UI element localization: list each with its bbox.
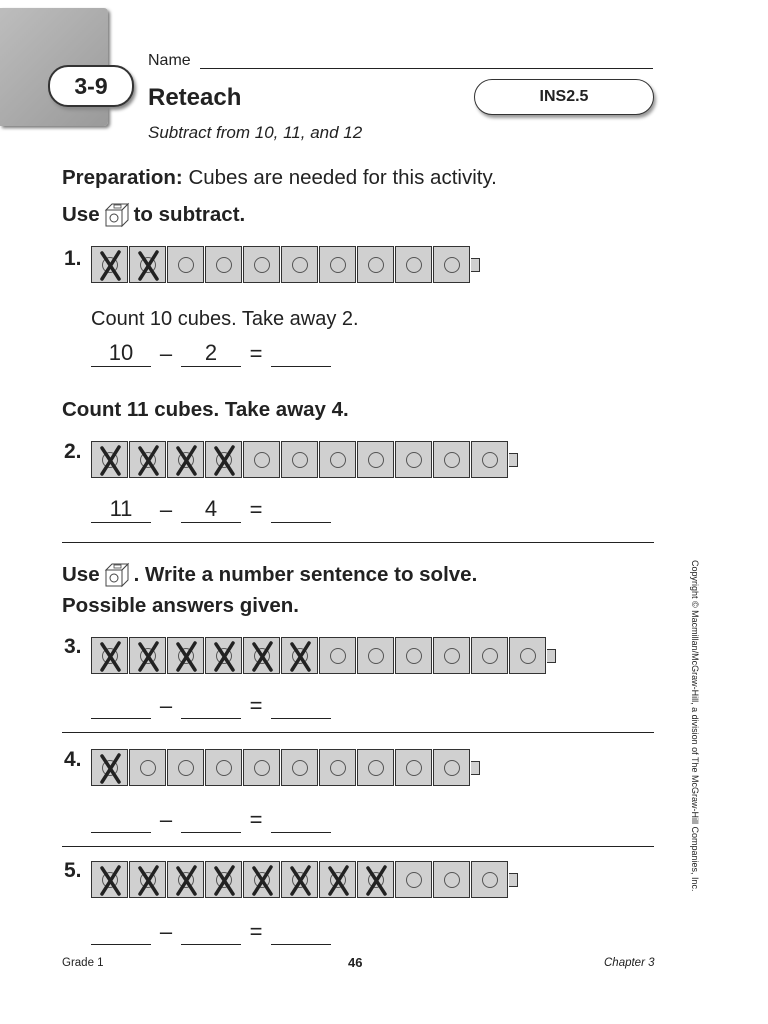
cube-circle — [482, 872, 498, 888]
cube-crossed — [167, 637, 204, 674]
cube-circle — [292, 452, 308, 468]
cube — [471, 441, 508, 478]
cube-circle — [292, 760, 308, 776]
cube-circle — [520, 648, 536, 664]
cross-out-mark — [206, 862, 243, 899]
cube-circle — [216, 760, 232, 776]
problem4-equation — [91, 806, 331, 833]
problem3-cube-train — [91, 637, 556, 674]
cube — [471, 861, 508, 898]
problem-divider — [62, 846, 654, 847]
cube-circle — [406, 452, 422, 468]
cube — [395, 637, 432, 674]
cube-crossed — [91, 246, 128, 283]
cube-circle — [368, 760, 384, 776]
cube — [357, 441, 394, 478]
cube-crossed — [91, 441, 128, 478]
cube — [243, 246, 280, 283]
cube — [167, 246, 204, 283]
subtrahend-blank[interactable]: 2 — [181, 340, 241, 367]
cube-crossed — [167, 861, 204, 898]
cube-crossed — [129, 861, 166, 898]
cross-out-mark — [92, 442, 129, 479]
cube — [281, 246, 318, 283]
subtrahend-blank[interactable] — [181, 806, 241, 833]
problem5-cube-train — [91, 861, 518, 898]
section1-instruction-text: to subtract. — [133, 203, 246, 226]
problem4-cube-train — [91, 749, 480, 786]
cube-circle — [292, 257, 308, 273]
cross-out-mark — [92, 862, 129, 899]
cube-circle — [178, 257, 194, 273]
minus-sign: – — [159, 693, 173, 718]
minuend-blank[interactable]: 10 — [91, 340, 151, 367]
copyright-text: Copyright © Macmillan/McGraw-Hill, a division of The McGraw-Hill Companies, Inc. — [690, 560, 700, 892]
preparation-label: Preparation: — [62, 166, 183, 189]
problem1-instruction: Count 10 cubes. Take away 2. — [91, 308, 359, 330]
cube-crossed — [91, 637, 128, 674]
cube-crossed — [91, 749, 128, 786]
cube — [395, 861, 432, 898]
minus-sign: – — [159, 919, 173, 944]
answer-blank[interactable] — [271, 496, 331, 523]
cube — [281, 441, 318, 478]
cross-out-mark — [130, 862, 167, 899]
problem5-equation — [91, 918, 331, 945]
cube-circle — [368, 257, 384, 273]
cube-circle — [330, 452, 346, 468]
cube-circle — [444, 872, 460, 888]
cube — [433, 749, 470, 786]
cross-out-mark — [358, 862, 395, 899]
preparation-body: Cubes are needed for this activity. — [182, 166, 497, 189]
cube-circle — [444, 648, 460, 664]
cube-crossed — [129, 637, 166, 674]
cross-out-mark — [282, 862, 319, 899]
section2-note: Possible answers given. — [62, 594, 299, 617]
footer-chapter: Chapter 3 — [604, 957, 655, 969]
cube-crossed — [205, 861, 242, 898]
cross-out-mark — [168, 442, 205, 479]
problem1-cube-train — [91, 246, 480, 283]
cube-icon — [102, 560, 132, 590]
page-title: Reteach — [148, 84, 242, 111]
problem2-number: 2. — [64, 440, 82, 463]
name-line[interactable] — [200, 68, 653, 69]
cube — [433, 441, 470, 478]
cube-crossed — [319, 861, 356, 898]
cube — [395, 441, 432, 478]
cube-crossed — [205, 441, 242, 478]
cube — [471, 637, 508, 674]
equals-sign: = — [249, 807, 263, 832]
cross-out-mark — [130, 442, 167, 479]
page-number: 46 — [348, 955, 363, 970]
cube — [205, 246, 242, 283]
cross-out-mark — [320, 862, 357, 899]
cross-out-mark — [168, 638, 205, 675]
cube-circle — [140, 760, 156, 776]
cube-circle — [406, 257, 422, 273]
cube — [319, 637, 356, 674]
cube — [395, 749, 432, 786]
minuend-blank[interactable] — [91, 806, 151, 833]
cube — [319, 749, 356, 786]
cube — [357, 246, 394, 283]
problem-divider — [62, 732, 654, 733]
cube — [433, 861, 470, 898]
equals-sign: = — [249, 919, 263, 944]
problem2-equation — [91, 496, 331, 523]
cube-crossed — [129, 246, 166, 283]
problem2-instruction: Count 11 cubes. Take away 4. — [62, 398, 349, 421]
cross-out-mark — [92, 750, 129, 787]
section1-instruction — [62, 200, 245, 230]
preparation-text — [62, 166, 497, 190]
subtrahend-blank[interactable]: 4 — [181, 496, 241, 523]
cube-circle — [254, 760, 270, 776]
cube — [433, 246, 470, 283]
problem3-equation — [91, 692, 331, 719]
cube-circle — [368, 648, 384, 664]
cube — [395, 246, 432, 283]
cube-circle — [444, 452, 460, 468]
problem3-number: 3. — [64, 635, 82, 658]
equals-sign: = — [249, 497, 263, 522]
minus-sign: – — [159, 807, 173, 832]
cube-icon — [102, 200, 132, 230]
cross-out-mark — [206, 638, 243, 675]
cube-crossed — [281, 637, 318, 674]
cube-circle — [254, 257, 270, 273]
answer-blank[interactable] — [271, 692, 331, 719]
cube-circle — [406, 648, 422, 664]
equals-sign: = — [249, 693, 263, 718]
cross-out-mark — [244, 638, 281, 675]
cube-crossed — [91, 861, 128, 898]
cube-crossed — [167, 441, 204, 478]
page-subtitle: Subtract from 10, 11, and 12 — [148, 123, 363, 142]
cube — [319, 441, 356, 478]
cube-connector — [509, 453, 518, 467]
section2-instruction — [62, 560, 477, 590]
cube-circle — [444, 760, 460, 776]
cube — [357, 637, 394, 674]
problem1-equation — [91, 340, 331, 367]
cube-circle — [254, 452, 270, 468]
cube — [319, 246, 356, 283]
cube-circle — [406, 872, 422, 888]
cube — [357, 749, 394, 786]
problem5-number: 5. — [64, 859, 82, 882]
cube-circle — [368, 452, 384, 468]
cube-connector — [471, 761, 480, 775]
cross-out-mark — [92, 638, 129, 675]
cube-crossed — [129, 441, 166, 478]
name-label: Name — [148, 52, 191, 69]
cross-out-mark — [130, 247, 167, 284]
cube-circle — [330, 760, 346, 776]
cube — [243, 441, 280, 478]
cube-crossed — [281, 861, 318, 898]
cube — [129, 749, 166, 786]
cube-circle — [482, 648, 498, 664]
cube — [281, 749, 318, 786]
cube — [205, 749, 242, 786]
subtrahend-blank[interactable] — [181, 692, 241, 719]
cube-crossed — [205, 637, 242, 674]
cross-out-mark — [244, 862, 281, 899]
cross-out-mark — [168, 862, 205, 899]
section2-instruction-text: . Write a number sentence to solve. — [133, 563, 478, 586]
cube-connector — [471, 258, 480, 272]
standard-badge: INS2.5 — [474, 79, 654, 115]
cross-out-mark — [206, 442, 243, 479]
cube-circle — [178, 760, 194, 776]
cube — [433, 637, 470, 674]
cube — [243, 749, 280, 786]
minuend-blank[interactable] — [91, 692, 151, 719]
cube — [509, 637, 546, 674]
cross-out-mark — [130, 638, 167, 675]
cross-out-mark — [92, 247, 129, 284]
cube-circle — [444, 257, 460, 273]
answer-blank[interactable] — [271, 918, 331, 945]
section-divider — [62, 542, 654, 543]
cube-circle — [216, 257, 232, 273]
cube-crossed — [243, 861, 280, 898]
equals-sign: = — [249, 341, 263, 366]
cross-out-mark — [282, 638, 319, 675]
minuend-blank[interactable]: 11 — [91, 496, 151, 523]
minus-sign: – — [159, 341, 173, 366]
cube-circle — [482, 452, 498, 468]
cube-crossed — [243, 637, 280, 674]
cube-circle — [330, 648, 346, 664]
problem1-number: 1. — [64, 247, 82, 270]
use-label: Use — [62, 563, 100, 586]
cube-circle — [330, 257, 346, 273]
cube-circle — [406, 760, 422, 776]
footer-grade: Grade 1 — [62, 957, 104, 969]
problem4-number: 4. — [64, 748, 82, 771]
cube — [167, 749, 204, 786]
minus-sign: – — [159, 497, 173, 522]
use-label: Use — [62, 203, 100, 226]
cube-crossed — [357, 861, 394, 898]
answer-blank[interactable] — [271, 806, 331, 833]
minuend-blank[interactable] — [91, 918, 151, 945]
answer-blank[interactable] — [271, 340, 331, 367]
subtrahend-blank[interactable] — [181, 918, 241, 945]
problem2-cube-train — [91, 441, 518, 478]
cube-connector — [509, 873, 518, 887]
cube-connector — [547, 649, 556, 663]
lesson-number-badge: 3-9 — [48, 65, 134, 107]
